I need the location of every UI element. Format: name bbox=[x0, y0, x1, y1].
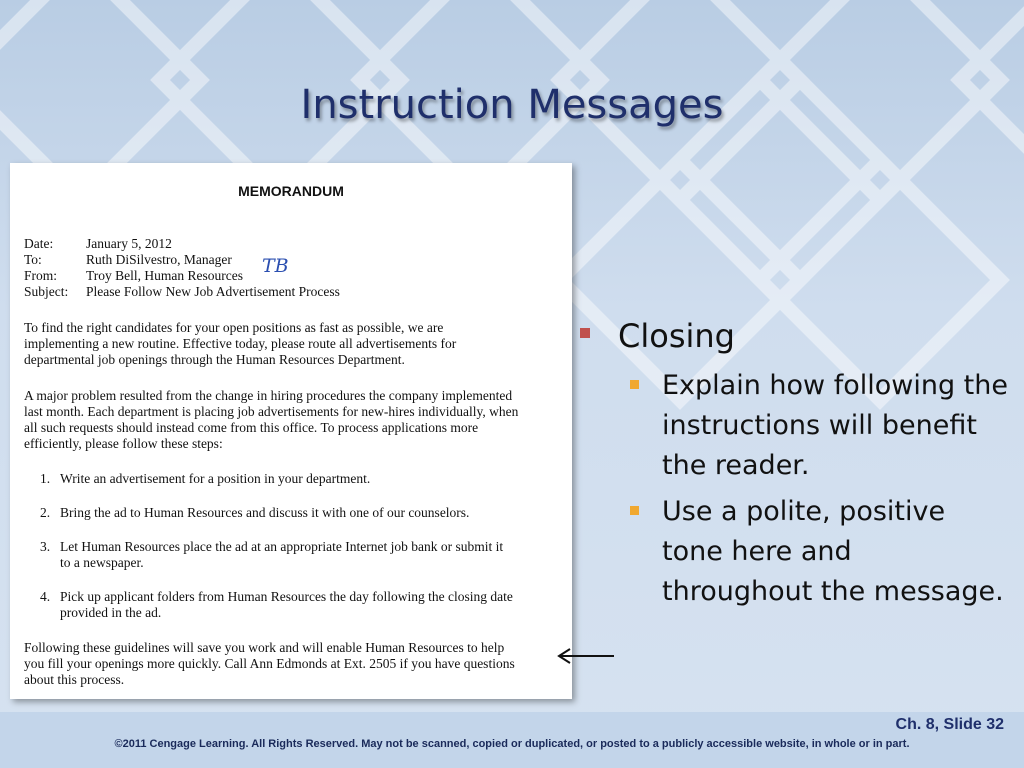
square-bullet-icon bbox=[630, 506, 639, 515]
memo-step: 2. Bring the ad to Human Resources and discuss it with one of our counselors. bbox=[40, 505, 470, 520]
memo-header-date: Date: January 5, 2012 bbox=[24, 236, 172, 251]
square-bullet-icon bbox=[580, 328, 590, 338]
square-bullet-icon bbox=[630, 380, 639, 389]
left-arrow-icon bbox=[556, 646, 616, 666]
slide-number: Ch. 8, Slide 32 bbox=[895, 716, 1004, 733]
memo-document bbox=[10, 163, 572, 699]
sender-initials: TB bbox=[262, 255, 289, 277]
sub-bullet-list bbox=[628, 366, 1010, 612]
memo-header-to: To: Ruth DiSilvestro, Manager bbox=[24, 252, 232, 267]
slide-title: Instruction Messages bbox=[300, 82, 724, 128]
memo-step: 3. Let Human Resources place the ad at an appropriate Internet job bank or submit it to a newspaper. bbox=[40, 539, 504, 570]
bullet-closing: Closing bbox=[580, 316, 1010, 356]
memo-paragraph-intro: To find the right candidates for your open positions as fast as possible, we are implementing a new routine. Effective today, please route all advertisements for departmental job openings through the Human Resources Department. bbox=[24, 320, 457, 367]
memo-paragraph-closing: Following these guidelines will save you work and will enable Human Resources to help you fill your openings more quickly. Call Ann Edmonds at Ext. 2505 if you have questions about this process. bbox=[24, 640, 515, 687]
memo-step: 1. Write an advertisement for a position in your department. bbox=[40, 471, 371, 486]
memo-header-subject: Subject: Please Follow New Job Advertisement Process bbox=[24, 284, 340, 299]
memo-paragraph-problem: A major problem resulted from the change in hiring procedures the company implemented last month. Each department is placing job advertisements for new-hires individually, when all such requests should instead come from this office. To process applications more efficiently, please follow these steps: bbox=[24, 388, 519, 451]
memo-heading: MEMORANDUM bbox=[238, 183, 344, 199]
copyright-notice: ©2011 Cengage Learning. All Rights Reserved. May not be scanned, copied or duplicated, or posted to a publicly accessible website, in whole or in part. bbox=[114, 738, 910, 750]
memo-step: 4. Pick up applicant folders from Human Resources the day following the closing date provided in the ad. bbox=[40, 589, 513, 620]
sub-bullet-item: Explain how following the instructions will benefit the reader. bbox=[628, 366, 1010, 486]
memo-header-from: From: Troy Bell, Human Resources bbox=[24, 268, 243, 283]
memo-header-block bbox=[24, 236, 340, 300]
sub-bullet-item: Use a polite, positive tone here and throughout the message. bbox=[628, 492, 1010, 612]
bullet-list bbox=[580, 316, 1010, 618]
